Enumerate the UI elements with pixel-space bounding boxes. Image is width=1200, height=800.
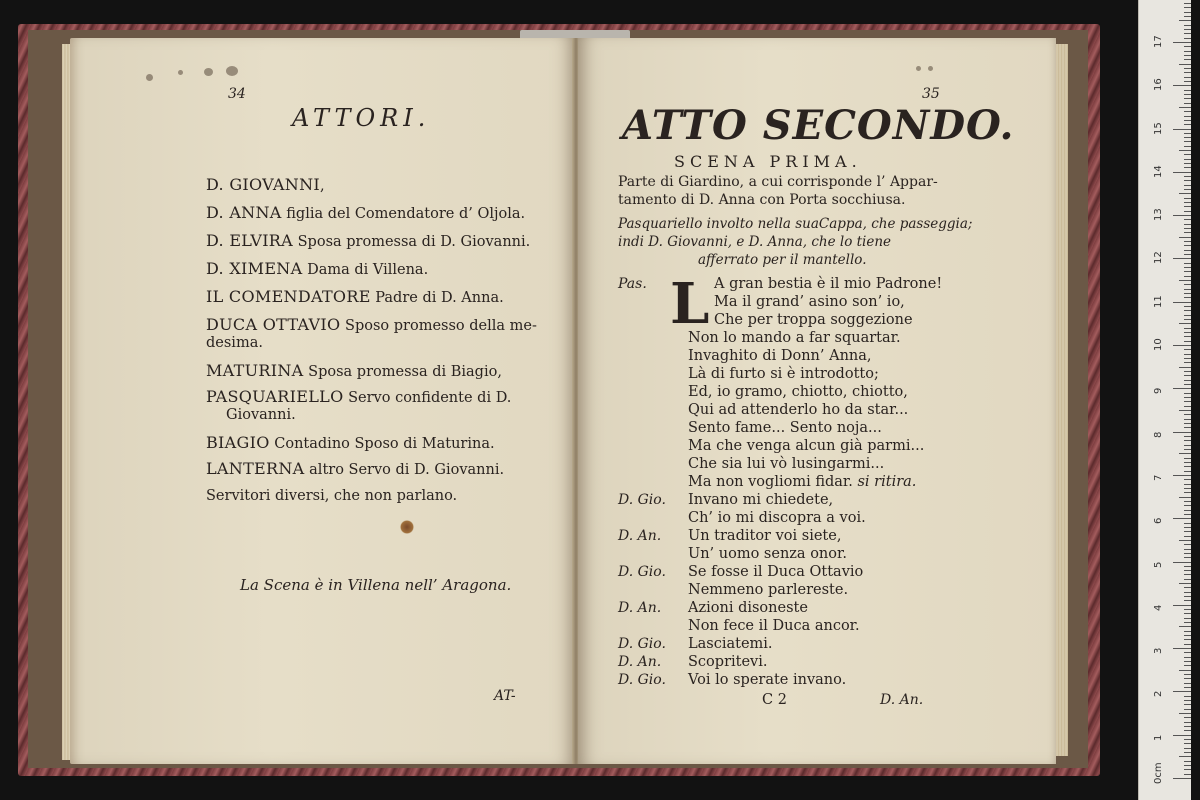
ruler-tick — [1184, 397, 1191, 398]
ruler-tick — [1179, 20, 1191, 21]
ruler-tick — [1184, 709, 1191, 710]
ruler-tick — [1179, 756, 1191, 757]
ruler-number: 16 — [1153, 78, 1164, 92]
ruler-tick — [1184, 163, 1191, 164]
ruler-tick — [1184, 652, 1191, 653]
ruler-tick — [1184, 466, 1191, 467]
speaker-label: D. An. — [618, 600, 662, 616]
ruler-tick — [1173, 778, 1191, 779]
ruler-tick — [1184, 38, 1191, 39]
ruler-tick — [1184, 297, 1191, 298]
ruler-tick — [1184, 514, 1191, 515]
ruler-tick — [1184, 293, 1191, 294]
verse-line: Invano mi chiedete, — [688, 492, 834, 508]
ruler-tick — [1173, 172, 1191, 173]
ruler-number: 8 — [1153, 431, 1164, 438]
ruler-tick — [1173, 475, 1191, 476]
ruler-tick — [1179, 583, 1191, 584]
ruler-tick — [1184, 103, 1191, 104]
ruler-tick — [1184, 427, 1191, 428]
setting-line: tamento di D. Anna con Porta socchiusa. — [618, 192, 906, 208]
ruler-tick — [1184, 484, 1191, 485]
ruler-tick — [1184, 492, 1191, 493]
ruler-tick — [1184, 68, 1191, 69]
ruler-number: 5 — [1153, 561, 1164, 568]
ruler-tick — [1184, 167, 1191, 168]
ruler-tick — [1184, 566, 1191, 567]
ruler-tick — [1184, 717, 1191, 718]
speaker-label: D. An. — [618, 654, 662, 670]
ruler-tick — [1184, 55, 1191, 56]
cast-heading: ATTORI. — [292, 104, 431, 132]
ruler-tick — [1184, 354, 1191, 355]
ruler-tick — [1184, 644, 1191, 645]
ruler-tick — [1184, 510, 1191, 511]
ruler-tick — [1184, 596, 1191, 597]
left-page — [70, 38, 575, 764]
cast-entry-continuation: Giovanni. — [226, 407, 296, 423]
ruler-tick — [1184, 696, 1191, 697]
ruler-tick — [1184, 752, 1191, 753]
ruler-tick — [1184, 769, 1191, 770]
ruler-tick — [1179, 150, 1191, 151]
ruler-tick — [1184, 445, 1191, 446]
measurement-ruler — [1138, 0, 1191, 800]
ruler-tick — [1179, 323, 1191, 324]
ruler-tick — [1184, 631, 1191, 632]
ruler-tick — [1184, 254, 1191, 255]
ruler-tick — [1184, 761, 1191, 762]
ruler-tick — [1184, 674, 1191, 675]
ruler-tick — [1184, 219, 1191, 220]
ruler-tick — [1184, 72, 1191, 73]
ruler-tick — [1184, 414, 1191, 415]
ruler-tick — [1184, 436, 1191, 437]
ruler-tick — [1184, 362, 1191, 363]
ruler-tick — [1179, 193, 1191, 194]
ruler-number: 15 — [1153, 121, 1164, 135]
verse-line: Non fece il Duca ancor. — [688, 618, 860, 634]
ruler-tick — [1184, 609, 1191, 610]
verse-line: Un’ uomo senza onor. — [688, 546, 847, 562]
verse-line: A gran bestia è il mio Padrone! — [714, 276, 943, 292]
ruler-tick — [1184, 635, 1191, 636]
ruler-tick — [1184, 665, 1191, 666]
ruler-tick — [1173, 518, 1191, 519]
cast-entry: PASQUARIELLO Servo confidente di D. — [206, 387, 512, 406]
verse-line: Ed, io gramo, chiotto, chiotto, — [688, 384, 908, 400]
ruler-tick — [1184, 289, 1191, 290]
ruler-number: 12 — [1153, 251, 1164, 265]
ruler-tick — [1184, 276, 1191, 277]
ink-smudge — [178, 70, 183, 75]
scene-location-note: La Scena è in Villena nell’ Aragona. — [240, 576, 512, 594]
ruler-tick — [1184, 531, 1191, 532]
ruler-tick — [1184, 310, 1191, 311]
setting-line: Parte di Giardino, a cui corrisponde l’ Appar- — [618, 174, 938, 190]
ruler-tick — [1184, 748, 1191, 749]
ruler-tick — [1184, 224, 1191, 225]
ruler-tick — [1184, 618, 1191, 619]
cast-entry: LANTERNA altro Servo di D. Giovanni. — [206, 459, 505, 478]
ruler-tick — [1184, 180, 1191, 181]
ruler-tick — [1173, 345, 1191, 346]
ruler-tick — [1184, 211, 1191, 212]
ruler-tick — [1184, 306, 1191, 307]
verse-line: Un traditor voi siete, — [688, 528, 842, 544]
ruler-tick — [1184, 765, 1191, 766]
ruler-tick — [1179, 64, 1191, 65]
ruler-tick — [1184, 271, 1191, 272]
drop-cap: L — [670, 271, 710, 337]
ruler-tick — [1179, 367, 1191, 368]
ink-smudge — [146, 74, 153, 81]
catchword: D. An. — [880, 692, 924, 708]
cast-entry: D. ELVIRA Sposa promessa di D. Giovanni. — [206, 231, 531, 250]
ruler-tick — [1184, 77, 1191, 78]
ruler-tick — [1184, 137, 1191, 138]
ruler-tick — [1184, 527, 1191, 528]
ruler-number: 0cm — [1153, 762, 1164, 784]
ruler-tick — [1184, 336, 1191, 337]
stage-direction-line: Pasquariello involto nella suaCappa, che passeggia; — [618, 216, 973, 232]
ruler-tick — [1173, 129, 1191, 130]
ruler-tick — [1184, 570, 1191, 571]
ruler-tick — [1184, 501, 1191, 502]
stage-direction-line: indi D. Giovanni, e D. Anna, che lo tiene — [618, 234, 892, 250]
catchword: AT- — [494, 688, 516, 704]
cast-entry: Servitori diversi, che non parlano. — [206, 488, 458, 504]
ruler-tick — [1173, 648, 1191, 649]
ruler-tick — [1173, 735, 1191, 736]
cast-entry: DUCA OTTAVIO Sposo promesso della me- — [206, 315, 537, 334]
ruler-tick — [1184, 51, 1191, 52]
ruler-number: 11 — [1153, 294, 1164, 308]
ruler-tick — [1184, 449, 1191, 450]
ruler-tick — [1184, 146, 1191, 147]
ruler-tick — [1184, 133, 1191, 134]
speaker-label: D. Gio. — [618, 672, 666, 688]
ruler-tick — [1184, 657, 1191, 658]
verse-line: Non lo mando a far squartar. — [688, 330, 901, 346]
ruler-tick — [1184, 774, 1191, 775]
verse-line: Voi lo sperate invano. — [688, 672, 847, 688]
ruler-tick — [1184, 141, 1191, 142]
ruler-number: 17 — [1153, 35, 1164, 48]
verse-line: Se fosse il Duca Ottavio — [688, 564, 864, 580]
ruler-number: 4 — [1153, 604, 1164, 611]
ruler-tick — [1184, 406, 1191, 407]
ruler-tick — [1184, 16, 1191, 17]
ruler-tick — [1184, 3, 1191, 4]
cast-entry: BIAGIO Contadino Sposo di Maturina. — [206, 433, 495, 452]
ruler-tick — [1184, 622, 1191, 623]
ruler-tick — [1184, 419, 1191, 420]
ruler-tick — [1184, 284, 1191, 285]
ruler-number: 9 — [1153, 387, 1164, 395]
ruler-tick — [1184, 371, 1191, 372]
ruler-tick — [1184, 505, 1191, 506]
ruler-tick — [1184, 120, 1191, 121]
ruler-tick — [1179, 410, 1191, 411]
ruler-tick — [1179, 497, 1191, 498]
ruler-tick — [1184, 232, 1191, 233]
ruler-tick — [1179, 540, 1191, 541]
ruler-tick — [1184, 46, 1191, 47]
ruler-tick — [1184, 7, 1191, 8]
ruler-tick — [1184, 332, 1191, 333]
ruler-tick — [1179, 280, 1191, 281]
ink-smudge — [204, 68, 213, 76]
ruler-number: 10 — [1153, 338, 1164, 351]
verse-line: Invaghito di Donn’ Anna, — [688, 348, 872, 364]
ruler-tick — [1184, 267, 1191, 268]
ruler-tick — [1184, 198, 1191, 199]
ruler-tick — [1179, 107, 1191, 108]
ruler-tick — [1184, 59, 1191, 60]
ruler-tick — [1184, 704, 1191, 705]
ruler-tick — [1184, 384, 1191, 385]
ruler-tick — [1184, 111, 1191, 112]
ruler-tick — [1173, 302, 1191, 303]
verse-line: Scopritevi. — [688, 654, 768, 670]
ruler-number: 7 — [1153, 474, 1164, 481]
ruler-tick — [1173, 691, 1191, 692]
ruler-tick — [1184, 683, 1191, 684]
ruler-tick — [1173, 388, 1191, 389]
ruler-number: 2 — [1153, 691, 1164, 698]
ruler-tick — [1184, 159, 1191, 160]
ruler-tick — [1184, 341, 1191, 342]
verse-line: Ma non vogliomi fidar. si ritira. — [688, 474, 917, 490]
ruler-tick — [1184, 154, 1191, 155]
ruler-tick — [1184, 730, 1191, 731]
stage-direction-inline: si ritira. — [857, 474, 917, 490]
cast-entry: MATURINA Sposa promessa di Biagio, — [206, 361, 502, 380]
verse-line: Che sia lui vò lusingarmi... — [688, 456, 885, 472]
ruler-tick — [1184, 189, 1191, 190]
verse-line: Ch’ io mi discopra a voi. — [688, 510, 866, 526]
ruler-tick — [1184, 176, 1191, 177]
ruler-tick — [1179, 453, 1191, 454]
verse-line: Lasciatemi. — [688, 636, 773, 652]
ruler-tick — [1184, 206, 1191, 207]
verse-line: Sento fame... Sento noja... — [688, 420, 882, 436]
ruler-tick — [1184, 94, 1191, 95]
cast-entry-continuation: desima. — [206, 335, 263, 351]
ruler-tick — [1184, 202, 1191, 203]
ruler-number: 1 — [1153, 734, 1164, 741]
ruler-tick — [1184, 687, 1191, 688]
ruler-number: 14 — [1153, 165, 1164, 178]
ruler-tick — [1184, 33, 1191, 34]
speaker-label: D. Gio. — [618, 492, 666, 508]
paper-stain — [400, 520, 414, 534]
verse-line: Là di furto si è introdotto; — [688, 366, 879, 382]
cast-entry: D. XIMENA Dama di Villena. — [206, 259, 429, 278]
ruler-tick — [1184, 743, 1191, 744]
ruler-tick — [1173, 258, 1191, 259]
ruler-number: 6 — [1153, 517, 1164, 525]
ruler-tick — [1184, 700, 1191, 701]
ruler-tick — [1184, 440, 1191, 441]
page-edges-right — [1054, 44, 1068, 756]
stage-direction-line: afferrato per il mantello. — [698, 252, 867, 268]
speaker-label: Pas. — [618, 276, 647, 292]
ruler-tick — [1184, 98, 1191, 99]
scene-title: SCENA PRIMA. — [674, 152, 862, 171]
ruler-tick — [1184, 574, 1191, 575]
ruler-tick — [1179, 626, 1191, 627]
signature-mark: C 2 — [762, 692, 787, 708]
ruler-tick — [1184, 549, 1191, 550]
ruler-tick — [1184, 462, 1191, 463]
ruler-tick — [1184, 349, 1191, 350]
ruler-tick — [1184, 401, 1191, 402]
ruler-tick — [1179, 713, 1191, 714]
ruler-tick — [1184, 116, 1191, 117]
act-title: ATTO SECONDO. — [622, 102, 1015, 149]
verse-line: Qui ad attenderlo ho da star... — [688, 402, 909, 418]
cast-entry: D. GIOVANNI, — [206, 175, 325, 194]
ruler-tick — [1184, 739, 1191, 740]
speaker-label: D. Gio. — [618, 636, 666, 652]
ruler-tick — [1184, 328, 1191, 329]
ruler-tick — [1184, 29, 1191, 30]
ruler-tick — [1184, 639, 1191, 640]
ruler-tick — [1184, 90, 1191, 91]
ruler-tick — [1173, 432, 1191, 433]
speaker-label: D. Gio. — [618, 564, 666, 580]
ruler-tick — [1184, 536, 1191, 537]
verse-line: Nemmeno parlereste. — [688, 582, 849, 598]
speaker-label: D. An. — [618, 528, 662, 544]
ruler-tick — [1184, 263, 1191, 264]
cast-entry: D. ANNA figlia del Comendatore d’ Oljola. — [206, 203, 526, 222]
cast-entry: IL COMENDATORE Padre di D. Anna. — [206, 287, 504, 306]
ruler-tick — [1173, 85, 1191, 86]
ruler-tick — [1184, 124, 1191, 125]
ruler-tick — [1184, 479, 1191, 480]
verse-line: Azioni disoneste — [688, 600, 808, 616]
ruler-number: 3 — [1153, 647, 1164, 655]
ruler-tick — [1184, 315, 1191, 316]
verse-line: Ma che venga alcun già parmi... — [688, 438, 925, 454]
ruler-tick — [1173, 215, 1191, 216]
ruler-tick — [1173, 42, 1191, 43]
ruler-tick — [1184, 544, 1191, 545]
ruler-tick — [1184, 358, 1191, 359]
ruler-tick — [1184, 587, 1191, 588]
ruler-tick — [1184, 726, 1191, 727]
ruler-number: 13 — [1153, 208, 1164, 222]
ruler-tick — [1184, 393, 1191, 394]
ruler-tick — [1179, 670, 1191, 671]
ruler-tick — [1184, 12, 1191, 13]
ruler-tick — [1184, 228, 1191, 229]
ink-smudge — [226, 66, 238, 76]
ruler-tick — [1184, 380, 1191, 381]
ruler-tick — [1184, 245, 1191, 246]
ruler-tick — [1184, 553, 1191, 554]
ruler-tick — [1184, 458, 1191, 459]
ruler-tick — [1184, 241, 1191, 242]
ruler-tick — [1179, 237, 1191, 238]
ruler-tick — [1184, 722, 1191, 723]
ruler-tick — [1184, 423, 1191, 424]
ruler-tick — [1184, 678, 1191, 679]
ruler-tick — [1184, 488, 1191, 489]
page-number: 35 — [922, 86, 940, 102]
ink-smudge — [928, 66, 933, 71]
verse-line: Ma il grand’ asino son’ io, — [714, 294, 905, 310]
ruler-tick — [1184, 557, 1191, 558]
ruler-tick — [1184, 523, 1191, 524]
page-number: 34 — [228, 86, 246, 102]
right-page — [578, 38, 1056, 764]
ruler-tick — [1184, 81, 1191, 82]
ruler-tick — [1173, 605, 1191, 606]
ruler-tick — [1184, 250, 1191, 251]
ruler-tick — [1184, 613, 1191, 614]
ruler-tick — [1184, 25, 1191, 26]
ruler-tick — [1184, 471, 1191, 472]
ruler-tick — [1184, 592, 1191, 593]
ruler-tick — [1173, 562, 1191, 563]
verse-line: Che per troppa soggezione — [714, 312, 913, 328]
ruler-tick — [1184, 579, 1191, 580]
ruler-tick — [1184, 661, 1191, 662]
ruler-tick — [1184, 375, 1191, 376]
ink-smudge — [916, 66, 921, 71]
ruler-tick — [1184, 600, 1191, 601]
ruler-tick — [1184, 185, 1191, 186]
ruler-tick — [1184, 319, 1191, 320]
